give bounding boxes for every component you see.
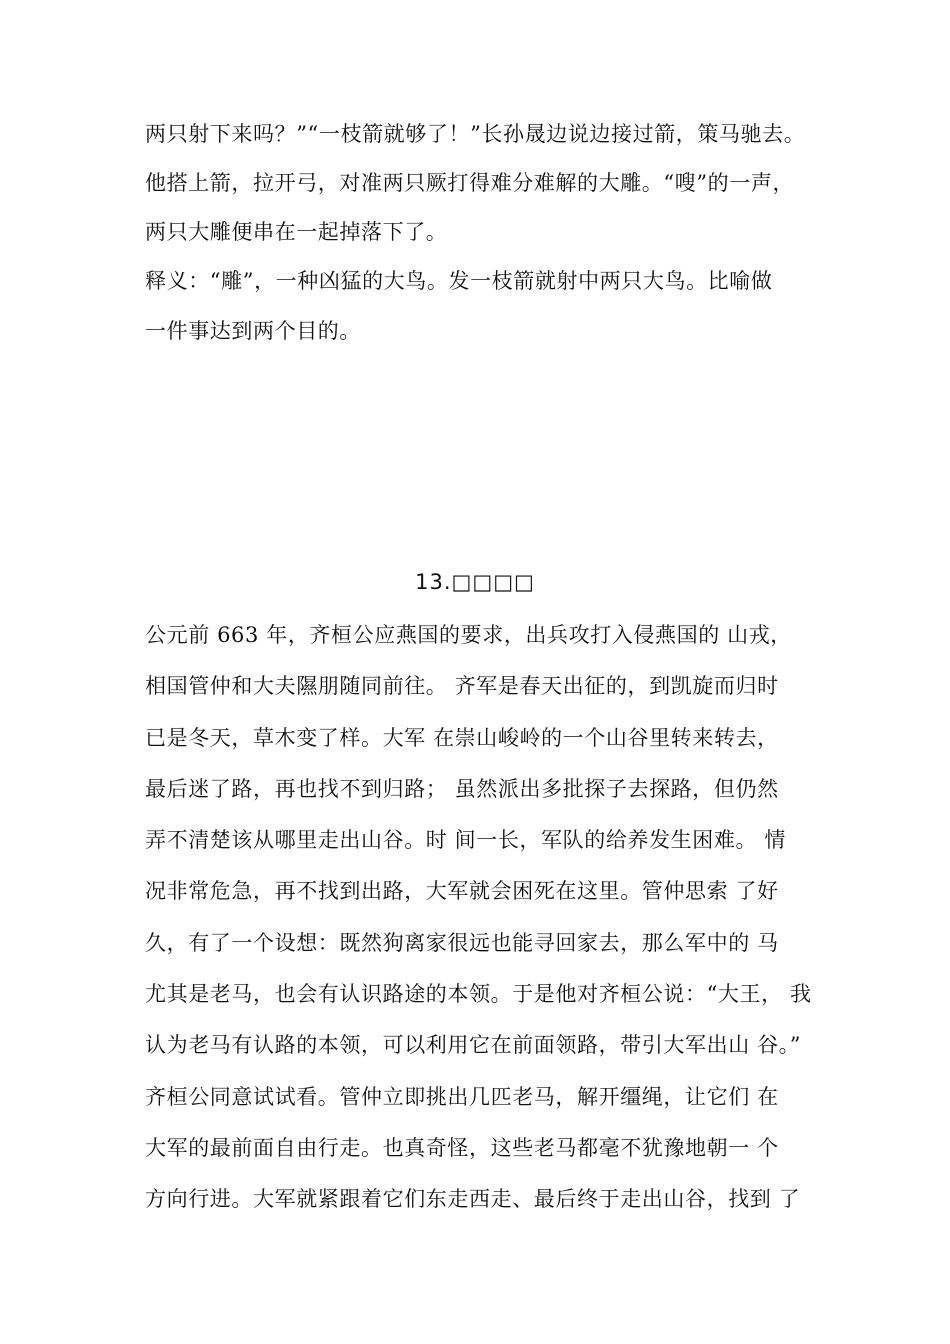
text-line: 弄不清楚该从哪里走出山谷。时 间一长，军队的给养发生困难。 情 (145, 828, 786, 853)
text-line: 大军的最前面自由行走。也真奇怪，这些老马都毫不犹豫地朝一 个 (145, 1135, 779, 1160)
text-line: 相国管仲和大夫隰朋随同前往。 齐军是春天出征的，到凯旋而归时 (145, 674, 779, 699)
text-line: 认为老马有认路的本领，可以利用它在前面领路，带引大军出山 谷。” (145, 1033, 802, 1058)
text-line: 公元前 663 年，齐桓公应燕国的要求，出兵攻打入侵燕国的 山戎， (145, 623, 792, 647)
story-body (145, 610, 810, 1226)
section-title: 13.□□□□ (415, 570, 535, 594)
text-line: 尤其是老马，也会有认识路途的本领。于是他对齐桓公说：“大王， 我 (145, 982, 812, 1007)
text-line: 已是冬天，草木变了样。大军 在崇山峻岭的一个山谷里转来转去， (145, 725, 779, 750)
text-line: 最后迷了路，再也找不到归路； 虽然派出多批探子去探路，但仍然 (145, 776, 779, 801)
text-line: 况非常危急，再不找到出路，大军就会困死在这里。管仲思索 了好 (145, 879, 779, 904)
story-continuation (145, 110, 810, 357)
text-line: 两只大雕便串在一起掉落下了。 (145, 220, 448, 244)
text-line: 方向行进。大军就紧跟着它们东走西走、最后终于走出山谷，找到 了 (145, 1187, 801, 1212)
text-line: 久，有了一个设想：既然狗离家很远也能寻回家去，那么军中的 马 (145, 930, 779, 955)
gloss-line: 一件事达到两个目的。 (145, 319, 361, 343)
gloss-line: 释义：“雕”，一种凶猛的大鸟。发一枝箭就射中两只大鸟。比喻做 (145, 269, 773, 293)
text-line: 他搭上箭，拉开弓，对准两只厥打得难分难解的大雕。“嗖”的一声， (145, 171, 795, 195)
text-line: 齐桓公同意试试看。管仲立即挑出几匹老马，解开缰绳，让它们 在 (145, 1084, 779, 1109)
text-line: 两只射下来吗？”“一枝箭就够了！”长孙晟边说边接过箭，策马驰去。 (145, 122, 806, 146)
